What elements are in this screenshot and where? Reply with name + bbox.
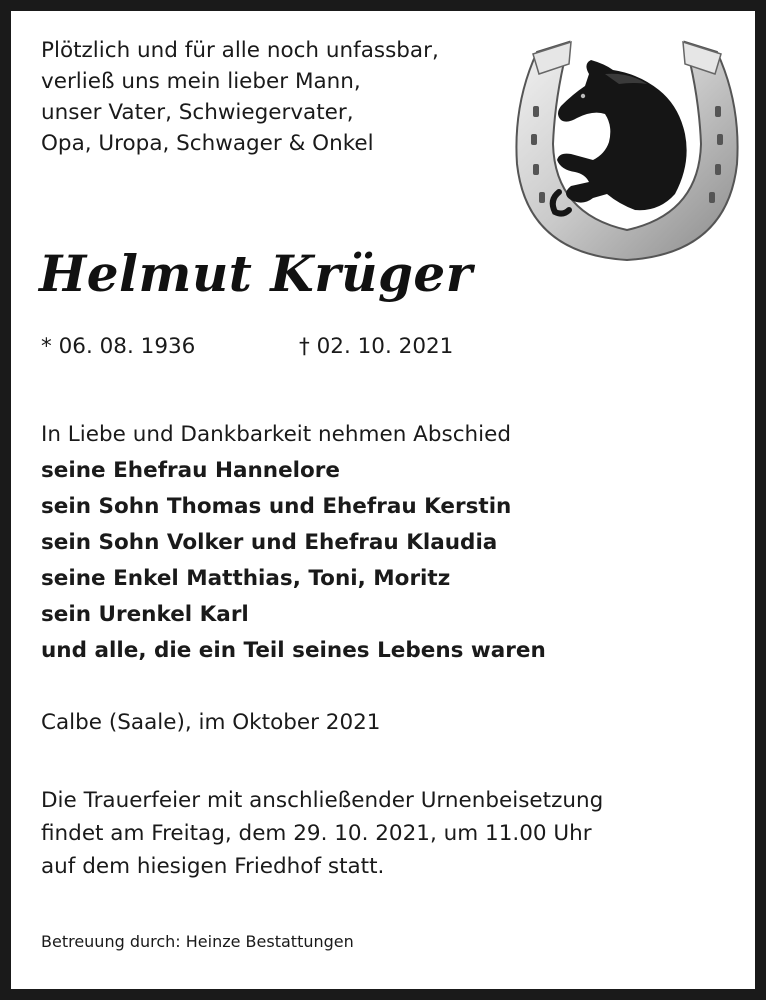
intro-line: unser Vater, Schwiegervater, <box>41 100 354 125</box>
ceremony-line: findet am Freitag, dem 29. 10. 2021, um 11.00 Uhr <box>41 821 592 846</box>
death-date: † 02. 10. 2021 <box>299 334 454 359</box>
intro-text <box>41 35 439 159</box>
intro-line: verließ uns mein lieber Mann, <box>41 69 361 94</box>
mourner-line: und alle, die ein Teil seines Lebens waren <box>41 638 546 663</box>
deceased-name: Helmut Krüger <box>39 244 473 303</box>
birth-date: * 06. 08. 1936 <box>41 334 196 359</box>
mourners-block <box>41 417 546 669</box>
intro-line: Plötzlich und für alle noch unfassbar, <box>41 38 439 63</box>
undertaker-credit: Betreuung durch: Heinze Bestattungen <box>41 932 354 951</box>
intro-line: Opa, Uropa, Schwager & Onkel <box>41 131 374 156</box>
mourner-line: sein Urenkel Karl <box>41 602 249 627</box>
ceremony-info <box>41 784 603 883</box>
horse-horseshoe-icon <box>509 34 745 270</box>
mourner-line: sein Sohn Thomas und Ehefrau Kerstin <box>41 494 512 519</box>
notice-body <box>11 11 755 989</box>
mourner-line: seine Ehefrau Hannelore <box>41 458 340 483</box>
mourner-line: sein Sohn Volker und Ehefrau Klaudia <box>41 530 498 555</box>
ceremony-line: Die Trauerfeier mit anschließender Urnenbeisetzung <box>41 788 604 813</box>
mourner-line: seine Enkel Matthias, Toni, Moritz <box>41 566 451 591</box>
place-date: Calbe (Saale), im Oktober 2021 <box>41 710 381 735</box>
ceremony-line: auf dem hiesigen Friedhof statt. <box>41 854 385 879</box>
mourners-intro: In Liebe und Dankbarkeit nehmen Abschied <box>41 422 512 447</box>
